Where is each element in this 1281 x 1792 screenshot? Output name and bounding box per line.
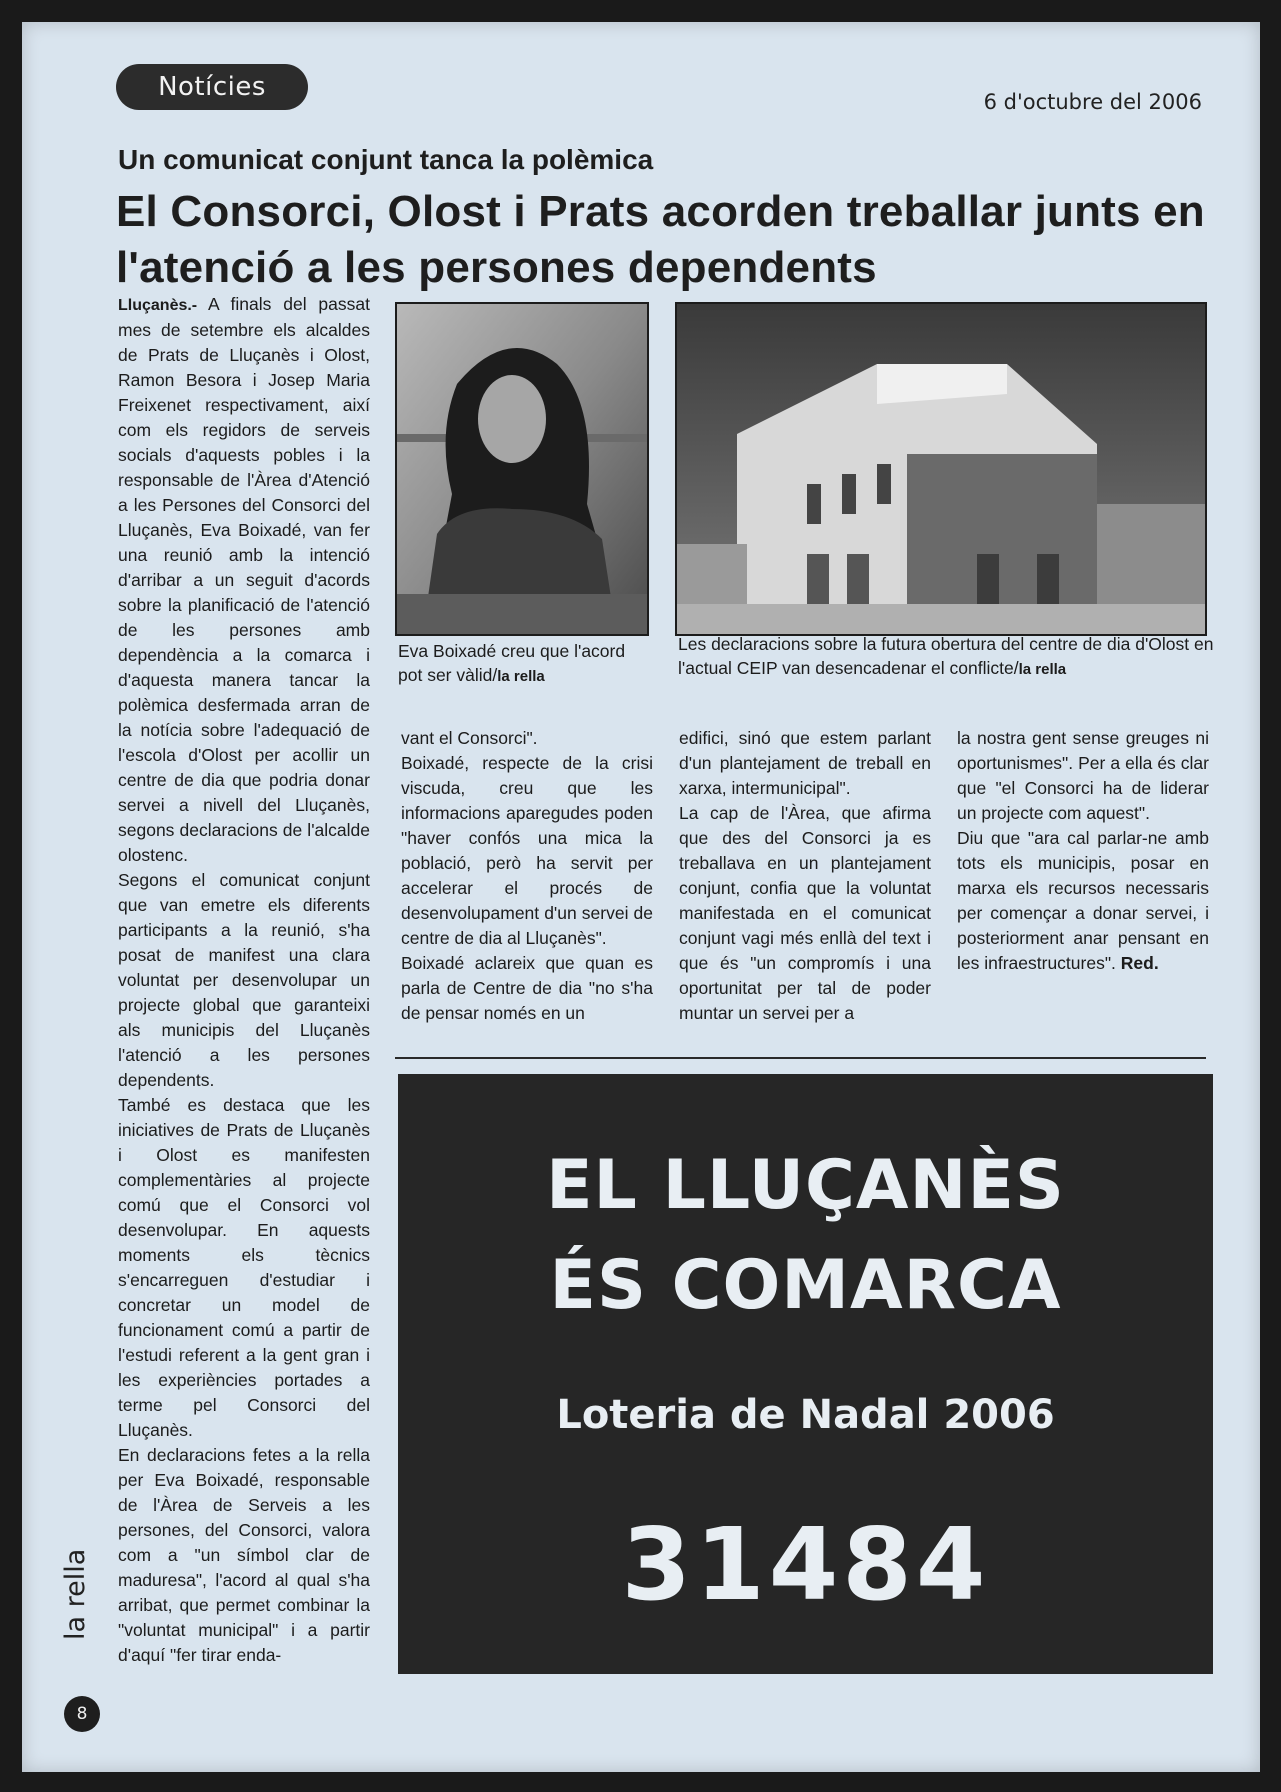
newspaper-page — [22, 22, 1260, 1772]
article-headline: El Consorci, Olost i Prats acorden treballar junts en l'atenció a les persones dependents — [116, 187, 1205, 292]
paragraph: edifici, sinó que estem parlant d'un plantejament de treball en xarxa, intermunicipal". — [679, 728, 931, 798]
article-column-4 — [957, 726, 1209, 1051]
photo-credit: la rella — [497, 668, 545, 685]
lottery-number: 31484 — [621, 1506, 990, 1623]
portrait-image — [397, 304, 647, 634]
paragraph: Lluçanès.- A finals del passat mes de setembre els alcaldes de Prats de Lluçanès i Olost, Ramon Besora i Josep Maria Freixenet respectivament, així com els regidors de serveis socials d'aquests pobles i la responsable de l'Àrea d'Atenció a les Persones del Consorci del Lluçanès, Eva Boixadé, van fer una reunió amb la intenció d'arribar a un seguit d'acords sobre la planificació de l'atenció de les persones amb dependència a la comarca i d'aquesta manera tancar la polèmica desfermada arran de la notícia sobre l'adequació de l'escola d'Olost per acollir un centre de dia que podria donar servei a nivell del Lluçanès, segons declaracions de l'alcalde olostenc. — [118, 294, 370, 865]
paragraph: Segons el comunicat conjunt que van emetre els diferents participants a la reunió, s'ha posat de manifest una clara voluntat per desenvolupar un projecte global que garanteixi als municipis del Lluçanès l'atenció a les persones dependents. — [118, 870, 370, 1090]
paragraph: Boixadé, respecte de la crisi viscuda, creu que les informacions aparegudes poden "haver confós una mica la població, però ha servit per accelerar el procés de desenvolupament d'un servei de centre de dia al Lluçanès". — [401, 753, 653, 948]
portrait-photo — [395, 302, 649, 636]
issue-date: 6 d'octubre del 2006 — [983, 90, 1202, 114]
page-number: 8 — [64, 1696, 100, 1732]
ad-headline-line-2: ÉS COMARCA — [549, 1246, 1062, 1325]
ad-headline-line-1: EL LLUÇANÈS — [546, 1146, 1065, 1225]
lottery-advertisement — [398, 1074, 1213, 1674]
paragraph: Diu que "ara cal parlar-ne amb tots els municipis, posar en marxa els recursos necessaris per començar a donar servei, i posteriorment anar pensant en les infraestructures". Red. — [957, 828, 1209, 973]
section-label: Notícies — [116, 64, 308, 110]
signoff: Red. — [1120, 953, 1159, 973]
article-column-3 — [679, 726, 931, 1051]
portrait-caption: Eva Boixadé creu que l'acord pot ser vàlid/la rella — [398, 641, 626, 685]
building-photo — [675, 302, 1207, 636]
paragraph: En declaracions fetes a la rella per Eva Boixadé, responsable de l'Àrea de Serveis a les persones, del Consorci, valora com a "un símbol clar de maduresa", l'acord al qual s'ha arribat, que permet combinar la "voluntat municipal" i a partir d'aquí "fer tirar enda- — [118, 1445, 370, 1665]
article-column-2 — [401, 726, 653, 1051]
paragraph: Boixadé aclareix que quan es parla de Centre de dia "no s'ha de pensar només en un — [401, 953, 653, 1023]
dateline: Lluçanès.- — [118, 297, 198, 314]
ad-subtitle: Loteria de Nadal 2006 — [556, 1392, 1055, 1438]
paragraph: la nostra gent sense greuges ni oportunismes". Per a ella és clar que "el Consorci ha de liderar un projecte com aquest". — [957, 728, 1209, 823]
photo-credit: la rella — [1018, 661, 1067, 678]
article-kicker: Un comunicat conjunt tanca la polèmica — [118, 144, 654, 175]
paragraph: vant el Consorci". — [401, 728, 538, 748]
publication-brand: la rella — [60, 1548, 91, 1640]
building-image — [677, 304, 1205, 634]
divider-rule — [395, 1057, 1206, 1059]
article-column-1 — [118, 292, 370, 1740]
paragraph: També es destaca que les iniciatives de Prats de Lluçanès i Olost es manifesten complementàries al projecte comú que el Consorci vol desenvolupar. En aquests moments els tècnics s'encarreguen d'estudiar i concretar un model de funcionament comú a partir de l'estudi referent a la gent gran i les experiències portades a terme pel Consorci del Lluçanès. — [118, 1095, 370, 1440]
paragraph: La cap de l'Àrea, que afirma que des del Consorci ja es treballava en un plantejament conjunt, confia que la voluntat manifestada en el comunicat conjunt vagi més enllà del text i que és "un compromís i una oportunitat per tal de poder muntar un servei per a — [679, 803, 931, 1023]
building-caption: Les declaracions sobre la futura obertura del centre de dia d'Olost en l'actual CEIP van desencadenar el conflicte/la rella — [678, 634, 1214, 678]
